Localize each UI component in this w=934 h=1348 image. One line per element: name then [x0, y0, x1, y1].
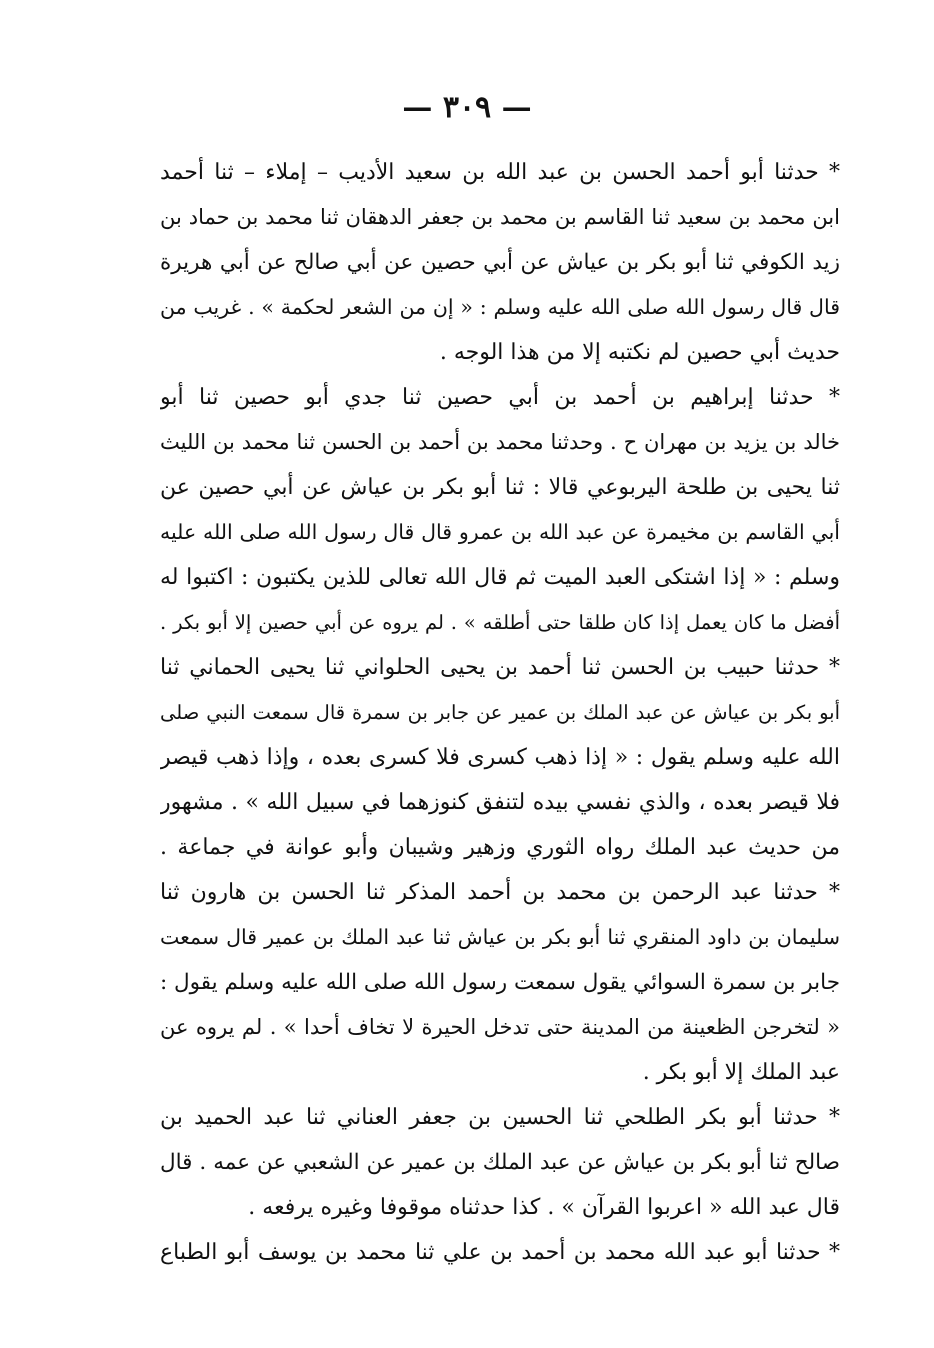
text-line: قال قال رسول الله صلى الله عليه وسلم : « إن من الشعر لحكمة » . غريب من	[160, 295, 840, 319]
text-line: ابن محمد بن سعيد ثنا القاسم بن محمد بن جعفر الدهقان ثنا محمد بن حماد بن	[160, 205, 840, 229]
text-line: أبي القاسم بن مخيمرة عن عبد الله بن عمرو قال قال رسول الله صلى الله عليه	[160, 520, 840, 544]
text-line: « لتخرجن الظعينة من المدينة حتى تدخل الحيرة لا تخاف أحدا » . لم يروه عن	[160, 1015, 840, 1039]
text-line: * حدثنا عبد الرحمن بن محمد بن أحمد المذكر ثنا الحسن بن هارون ثنا	[160, 880, 840, 905]
text-line: أبو بكر بن عياش عن عبد الملك بن عمير عن جابر بن سمرة قال سمعت النبي صلى	[160, 701, 840, 724]
text-line: فلا قيصر بعده ، والذي نفسي بيده لتنفق كنوزهما في سبيل الله » . مشهور	[160, 790, 840, 815]
text-line: * حدثنا أبو بكر الطلحي ثنا الحسين بن جعفر العناني ثنا عبد الحميد بن	[160, 1105, 840, 1130]
text-line: * حدثنا إبراهيم بن أحمد بن أبي حصين ثنا جدي أبو حصين ثنا أبو	[160, 385, 840, 410]
text-line: خالد بن يزيد بن مهران ح . وحدثنا محمد بن أحمد بن الحسن ثنا محمد بن الليث	[160, 430, 840, 454]
text-line: من حديث عبد الملك رواه الثوري وزهير وشيبان وأبو عوانة في جماعة .	[160, 835, 840, 860]
text-line: عبد الملك إلا أبو بكر .	[642, 1060, 840, 1085]
text-line: قال عبد الله « اعربوا القرآن » . كذا حدثناه موقوفا وغيره يرفعه .	[248, 1195, 840, 1220]
text-line: زيد الكوفي ثنا أبو بكر بن عياش عن أبي حصين عن أبي صالح عن أبي هريرة	[160, 250, 840, 275]
text-line: حديث أبي حصين لم نكتبه إلا من هذا الوجه .	[439, 340, 840, 365]
text-line: الله عليه وسلم يقول : « إذا ذهب كسرى فلا كسرى بعده ، وإذا ذهب قيصر	[160, 745, 840, 770]
text-line: صالح ثنا أبو بكر بن عياش عن عبد الملك بن عمير عن الشعبي عن عمه . قال	[160, 1150, 840, 1175]
page-body-text	[160, 150, 840, 1275]
text-line: سليمان بن داود المنقري ثنا أبو بكر بن عياش ثنا عبد الملك بن عمير قال سمعت	[160, 925, 840, 949]
text-line: وسلم : « إذا اشتكى العبد الميت ثم قال الله تعالى للذين يكتبون : اكتبوا له	[160, 565, 840, 590]
text-line: جابر بن سمرة السوائي يقول سمعت رسول الله صلى الله عليه وسلم يقول :	[160, 970, 840, 995]
text-line: * حدثنا أبو عبد الله محمد بن أحمد بن علي ثنا محمد بن يوسف أبو الطباع	[160, 1240, 840, 1265]
text-line: أفضل ما كان يعمل إذا كان طلقا حتى أطلقه » . لم يروه عن أبي حصين إلا أبو بكر .	[160, 611, 840, 634]
text-line: * حدثنا أبو أحمد الحسن بن عبد الله بن سعيد الأديب – إملاء – ثنا أحمد	[160, 160, 840, 185]
page-number: — ٣٠٩ —	[402, 90, 532, 125]
text-line: ثنا يحيى بن طلحة اليربوعي قالا : ثنا أبو بكر بن عياش عن أبي حصين عن	[160, 475, 840, 500]
text-line: * حدثنا حبيب بن الحسن ثنا أحمد بن يحيى الحلواني ثنا يحيى الحماني ثنا	[160, 655, 840, 680]
